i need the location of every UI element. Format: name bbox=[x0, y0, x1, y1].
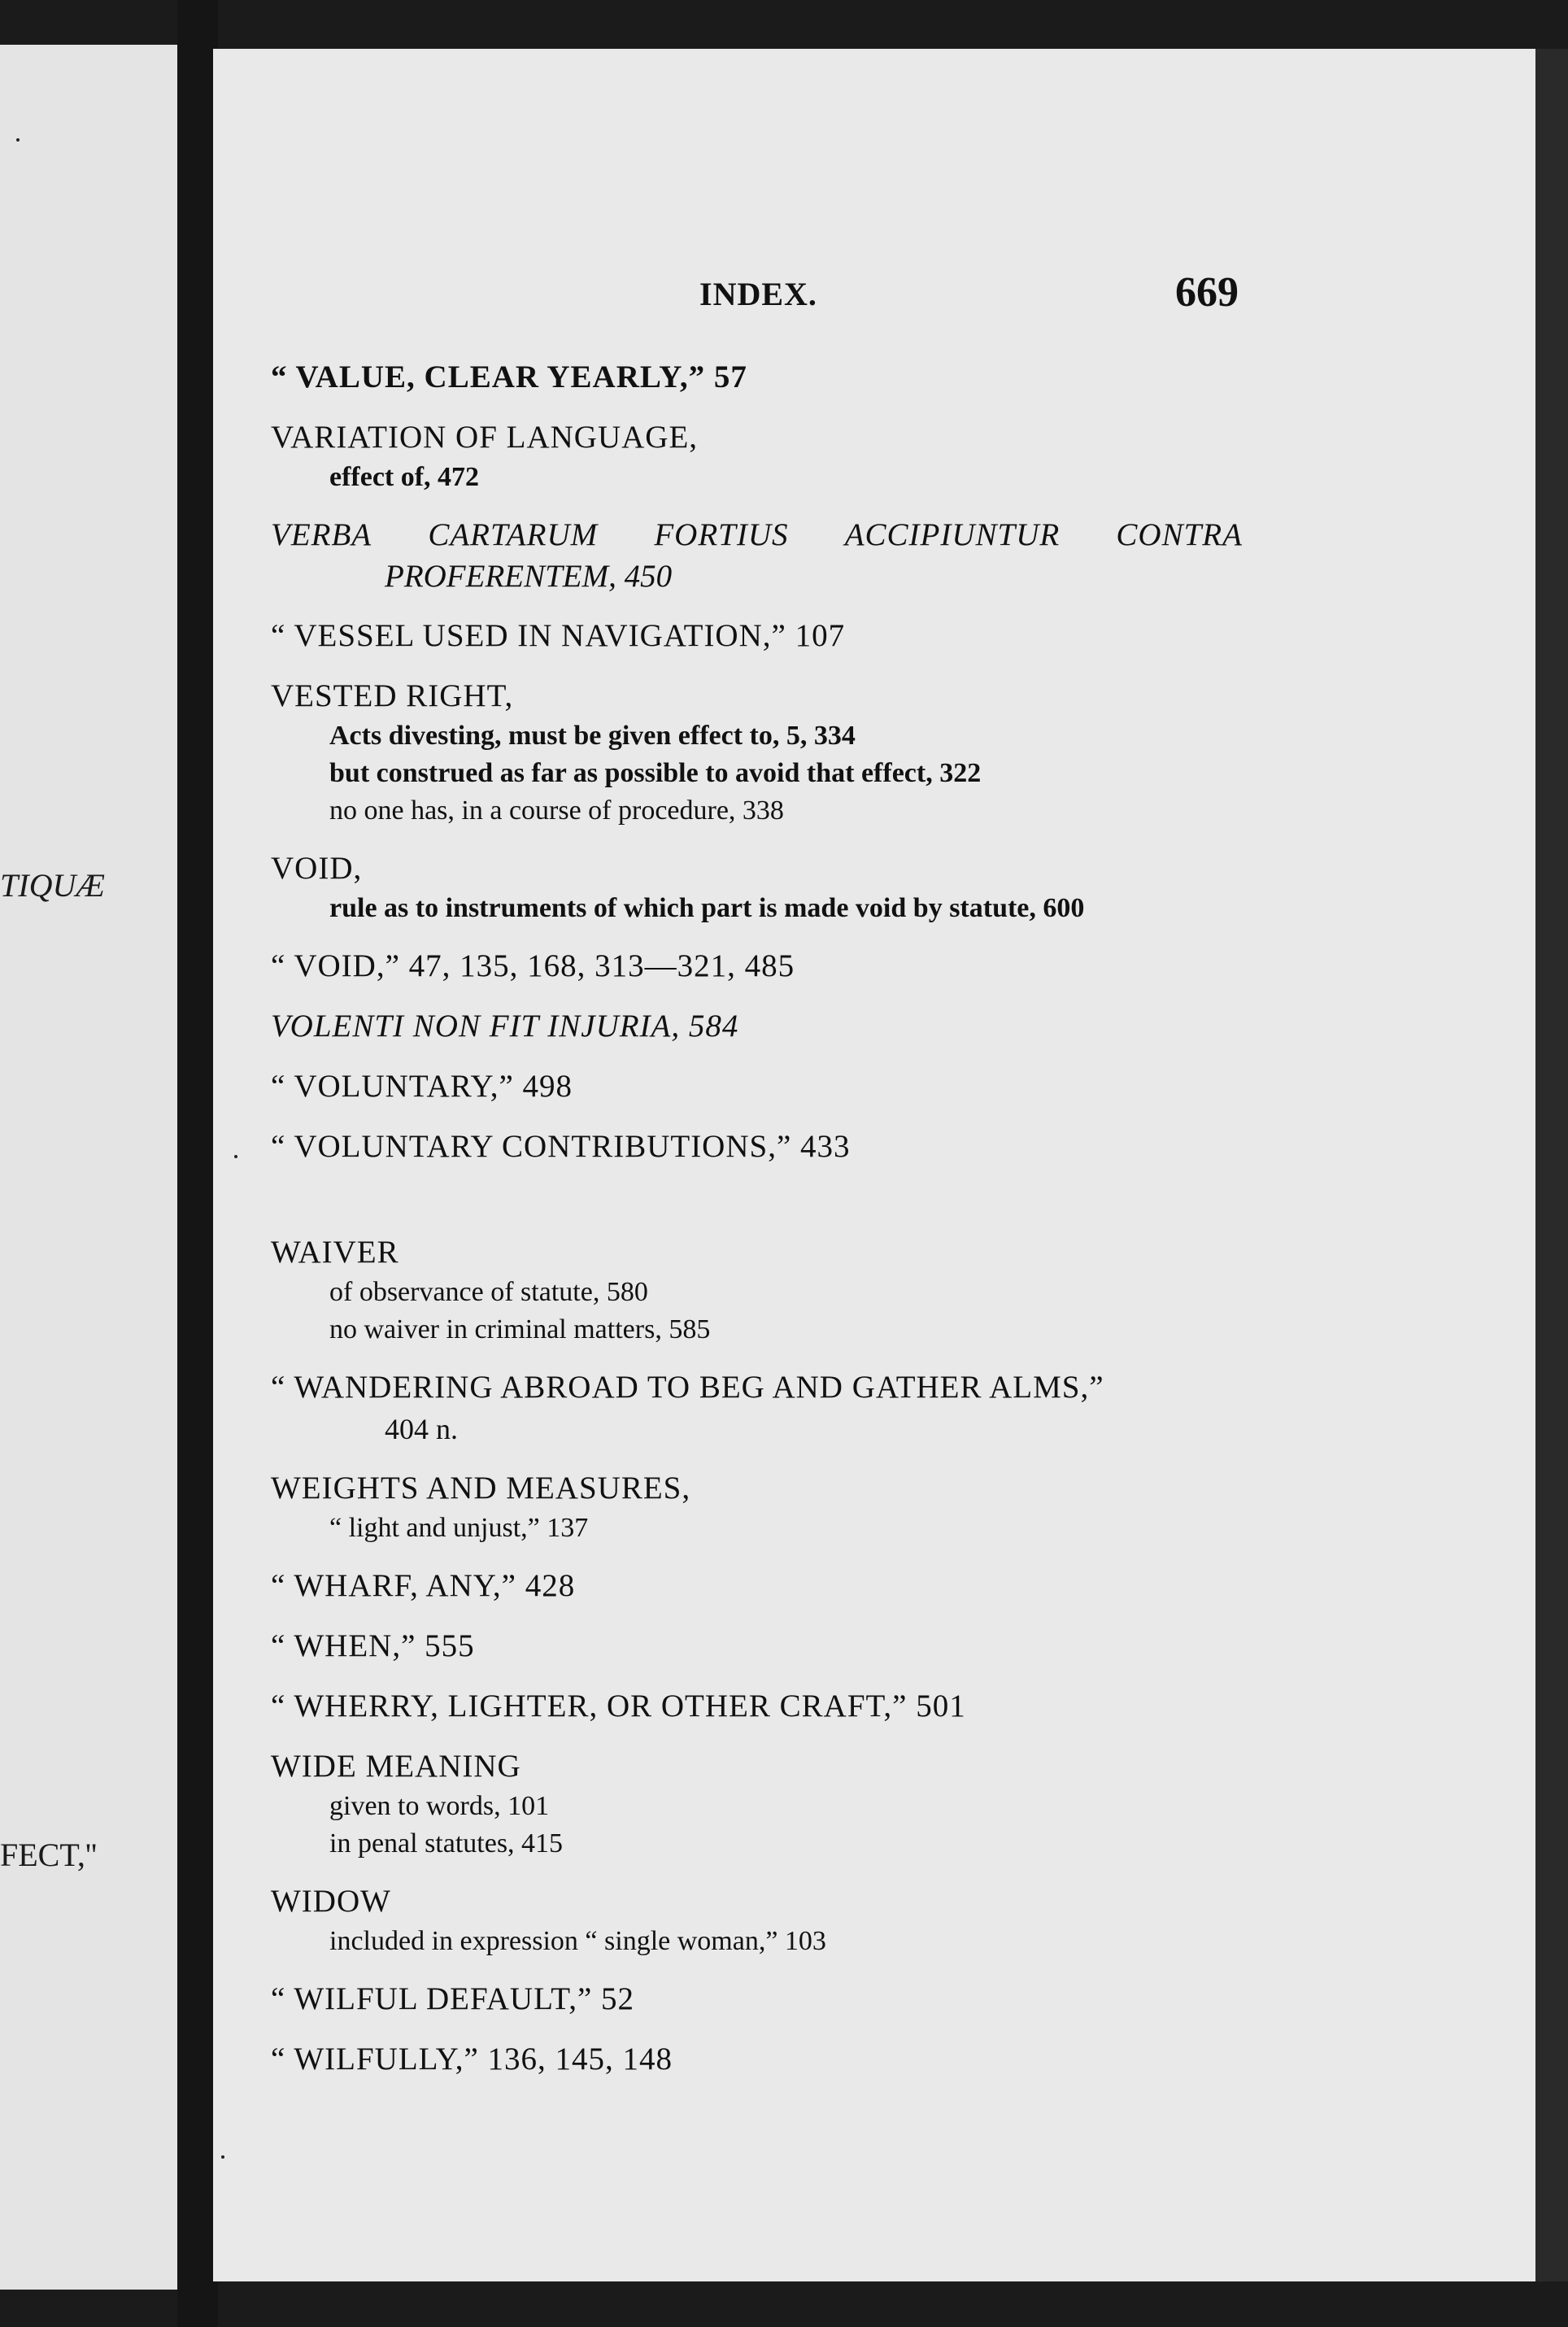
entry-subentry: included in expression “ single woman,” 103 bbox=[329, 1926, 826, 1956]
entry-heading: WEIGHTS AND MEASURES, bbox=[271, 1471, 691, 1506]
book-gutter bbox=[177, 0, 218, 2327]
heading-word: CARTARUM bbox=[428, 517, 599, 552]
entry-continuation: PROFERENTEM, 450 bbox=[385, 559, 673, 594]
heading-word: ACCIPIUNTUR bbox=[844, 517, 1061, 552]
entry-heading bbox=[271, 514, 1243, 556]
entry-subentry: rule as to instruments of which part is made void by statute, 600 bbox=[329, 893, 1085, 923]
entry-heading: “ WILFUL DEFAULT,” 52 bbox=[271, 1981, 635, 2016]
entry-subentry: no one has, in a course of procedure, 338 bbox=[329, 795, 784, 826]
entry-heading: “ VOLUNTARY CONTRIBUTIONS,” 433 bbox=[271, 1129, 851, 1164]
previous-page-fragment-bottom: FECT,'' bbox=[0, 1837, 98, 1873]
entry-subentry: in penal statutes, 415 bbox=[329, 1828, 564, 1859]
entry-continuation: 404 n. bbox=[385, 1413, 458, 1445]
entry-heading: VOID, bbox=[271, 851, 363, 886]
index-entry bbox=[271, 1565, 1247, 1607]
index-entry bbox=[271, 848, 1247, 927]
entry-heading: VARIATION OF LANGUAGE, bbox=[271, 420, 699, 455]
scan-speck bbox=[16, 138, 20, 142]
entry-heading: WIDOW bbox=[271, 1884, 391, 1919]
index-entry bbox=[271, 1625, 1247, 1667]
heading-word: VERBA bbox=[271, 517, 372, 552]
entry-heading: “ WHERRY, LIGHTER, OR OTHER CRAFT,” 501 bbox=[271, 1689, 966, 1723]
entry-heading: “ VOID,” 47, 135, 168, 313—321, 485 bbox=[271, 948, 795, 983]
index-entry bbox=[271, 514, 1247, 597]
index-entry bbox=[271, 675, 1247, 830]
index-entries bbox=[271, 356, 1247, 2098]
heading-word: CONTRA bbox=[1116, 517, 1243, 552]
entry-subentry: Acts divesting, must be given effect to, 5, 334 bbox=[329, 721, 856, 751]
entry-heading: “ VALUE, CLEAR YEARLY,” 57 bbox=[271, 360, 747, 394]
scan-speck bbox=[234, 1155, 237, 1158]
index-entry bbox=[271, 1467, 1247, 1547]
entry-heading: VESTED RIGHT, bbox=[271, 678, 514, 713]
entry-heading: “ VESSEL USED IN NAVIGATION,” 107 bbox=[271, 618, 846, 653]
index-entry bbox=[271, 356, 1247, 399]
entry-heading: WAIVER bbox=[271, 1235, 399, 1270]
index-entry bbox=[271, 615, 1247, 657]
entry-heading: VOLENTI NON FIT INJURIA, 584 bbox=[271, 1009, 739, 1044]
entry-heading: “ VOLUNTARY,” 498 bbox=[271, 1069, 573, 1104]
index-entry bbox=[271, 1685, 1247, 1728]
entry-heading: “ WILFULLY,” 136, 145, 148 bbox=[271, 2042, 673, 2076]
previous-page bbox=[0, 45, 177, 2290]
entry-subentry: but construed as far as possible to avoid that effect, 322 bbox=[329, 758, 982, 788]
heading-word: FORTIUS bbox=[654, 517, 789, 552]
index-entry bbox=[271, 1366, 1247, 1449]
entry-subentry: effect of, 472 bbox=[329, 462, 480, 492]
index-entry bbox=[271, 945, 1247, 987]
entry-heading: “ WANDERING ABROAD TO BEG AND GATHER ALMS,” bbox=[271, 1370, 1104, 1405]
index-entry bbox=[271, 1065, 1247, 1108]
page-number: 669 bbox=[1175, 269, 1239, 316]
entry-subentry: “ light and unjust,” 137 bbox=[329, 1513, 589, 1543]
index-entry bbox=[271, 2038, 1247, 2081]
entry-subentry: of observance of statute, 580 bbox=[329, 1277, 648, 1307]
entry-heading: WIDE MEANING bbox=[271, 1749, 521, 1784]
previous-page-fragment-top: TIQUÆ bbox=[0, 867, 105, 904]
entry-heading: “ WHARF, ANY,” 428 bbox=[271, 1568, 576, 1603]
page-edge bbox=[1535, 49, 1568, 2281]
index-entry bbox=[271, 1231, 1247, 1349]
index-entry bbox=[271, 1978, 1247, 2020]
index-entry bbox=[271, 1880, 1247, 1960]
entry-subentry: given to words, 101 bbox=[329, 1791, 550, 1821]
index-entry bbox=[271, 1745, 1247, 1863]
entry-heading: “ WHEN,” 555 bbox=[271, 1628, 475, 1663]
scan-speck bbox=[221, 2155, 224, 2159]
page-title: INDEX. bbox=[699, 276, 817, 312]
entry-subentry: no waiver in criminal matters, 585 bbox=[329, 1314, 711, 1344]
index-entry bbox=[271, 416, 1247, 496]
index-entry bbox=[271, 1005, 1247, 1048]
index-entry bbox=[271, 1126, 1247, 1168]
